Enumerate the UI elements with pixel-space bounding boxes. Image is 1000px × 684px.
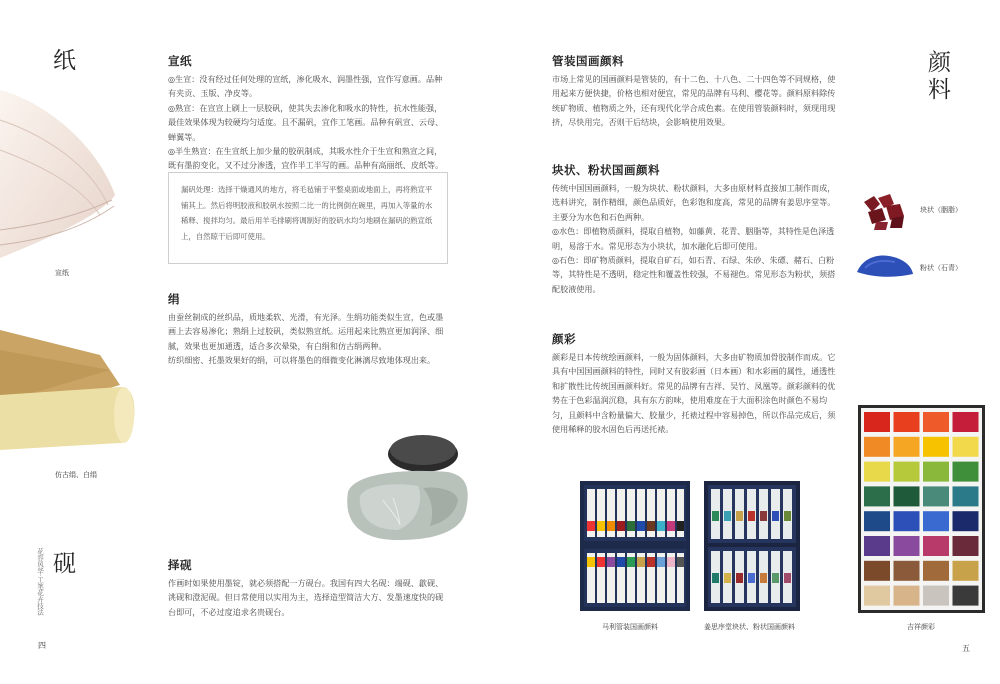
palette-cell [894,511,920,531]
big-char-paper: 纸 [53,48,76,74]
palette-cell [923,437,949,457]
side-label: 花容风华·工笔花卉技法 [36,548,44,616]
big-char-paint: 颜料 [924,50,950,104]
xuan-para-3: ◎半生熟宣：在生宣纸上加少量的胶矾制成，其吸水性介于生宣和熟宣之间，既有墨韵变化，又不过分渗透，宜作半工半写的画。品种有高丽纸、皮纸等。 [168,146,444,171]
kissho-palette-image [858,405,985,613]
gan-para: 颜彩是日本传统绘画颜料，一般为固体颜料，大多由矿物质加骨胶制作而成。它具有中国国画颜料的特性，同时又有胶彩画（日本画）和水彩画的属性，通透性和扩散性比传统国画颜料好。常见的品牌有吉祥、吴竹、凤凰等。颜彩颜料的优势在于色彩温润沉稳，具有东方韵味，使用难度在于大面积涂色时颜色不易均匀，且颜料中含粉量偏大、胶量少，托裱过程中容易掉色，所以作品完成后，须使用稀释的胶水固色后再送托裱。 [552,352,836,435]
note-text: 漏矾处理：选择干燥通风的地方，将毛毡铺于平整桌面或地面上，再将熟宣平铺其上。然后将明胶液和胶矾水按照二比一的比例倒在碗里，再加入等量的水稀释、搅拌均匀。最后用羊毛排刷将调制好的胶矾水均匀地刷在漏矾的熟宣纸上，自然晾干后即可使用。 [181,185,433,241]
caption-jiang: 姜思序堂块状、粉状国画颜料 [704,623,795,631]
block-title: 块状、粉状国画颜料 [552,163,660,177]
palette-cell [864,561,890,581]
palette-cell [953,486,979,506]
caption-xuan: 宣纸 [55,269,69,277]
palette-cell [953,511,979,531]
palette-cell [894,586,920,606]
caption-block: 块状（胭脂） [920,206,962,214]
palette-cell [864,586,890,606]
caption-powder: 粉状（石青） [920,264,962,272]
palette-cell [894,536,920,556]
page-number-left: 四 [38,641,46,650]
big-char-inkstone: 砚 [53,551,76,577]
block-para-3: ◎石色：即矿物质颜料，提取自矿石，如石青、石绿、朱砂、朱磦、赭石、白粉等，其特性是不透明，稳定性和覆盖性较强，不易褪色。常见形态为粉状，须搭配胶液使用。 [552,255,836,294]
palette-cell [923,511,949,531]
xuan-para-1: ◎生宣：没有经过任何处理的宣纸，渗化吸水、润墨性强，宜作写意画。品种有夹贡、玉版、净皮等。 [168,74,443,99]
palette-cell [953,462,979,482]
inkstone-para: 作画时如果使用墨锭，就必须搭配一方砚台。我国有四大名砚：端砚、歙砚、洮砚和澄泥砚。但日常使用以实用为主，选择造型简洁大方、发墨速度快的砚台即可，不必过度追求名贵砚台。 [168,578,444,617]
silk-image [0,325,140,460]
palette-cell [864,486,890,506]
palette-cell [894,462,920,482]
xuan-para-2: ◎熟宣：在宣宣上刷上一层胶矾，使其失去渗化和吸水的特性，抗水性能强，最佳效果体现为较硬均匀适度。且不漏矾，宜作工笔画。品种有矾宣、云母、蝉翼等。 [168,102,444,142]
palette-cell [953,437,979,457]
xuan-title: 宣纸 [168,54,192,68]
palette-cell [864,536,890,556]
palette-cell [923,462,949,482]
block-para-2: ◎水色：即植物质颜料，提取自植物，如藤黄、花青、胭脂等，其特性是色泽透明，易溶于水。常见形态为小块状，加水融化后即可使用。 [552,226,835,251]
palette-cell [894,486,920,506]
caption-marie: 马利管装国画颜料 [602,623,658,631]
palette-cell [864,462,890,482]
caption-kissho: 吉祥颜彩 [907,623,935,631]
page-number-right: 五 [962,644,970,653]
palette-cell [953,561,979,581]
rouge-block-image [858,192,913,232]
caption-silk: 仿古绢、白绢 [55,471,97,479]
palette-cell [953,412,979,432]
inkstone-title: 择砚 [168,558,192,572]
silk-title: 绢 [168,292,180,306]
palette-cell [864,511,890,531]
palette-cell [953,586,979,606]
palette-cell [923,586,949,606]
palette-cell [923,412,949,432]
palette-cell [894,561,920,581]
palette-cell [953,536,979,556]
palette-cell [864,412,890,432]
xuan-paper-image [0,80,125,270]
palette-cell [894,437,920,457]
palette-cell [923,561,949,581]
palette-cell [864,437,890,457]
gan-title: 颜彩 [552,332,576,346]
silk-para-1: 由蚕丝制成的丝织品，质地柔软、光滑，有光泽。生绢功能类似生宣，色或墨画上去容易渗化；熟绢上过胶矾，类似熟宣纸。运用起来比熟宣更加润泽、细腻，效果也更加通透，适合多次晕染，有白绢和仿古绢两种。 [168,312,444,351]
block-para-1: 传统中国国画颜料，一般为块状、粉状颜料，大多由原材料直接加工制作而成，选料讲究，制作精细，颜色品质好，色彩饱和度高，常见的品牌有姜思序堂等。主要分为水色和石色两种。 [552,183,836,222]
jiang-box-image [704,481,800,611]
marie-tube-box-image [580,481,690,611]
note-box [168,172,448,264]
tube-para: 市场上常见的国画颜料是管装的，有十二色、十八色、二十四色等不同规格，使用起来方便快捷，价格也相对便宜，常见的品牌有马利、樱花等。颜料原料除传统矿物质、植物质之外，还有现代化学合成色素。在使用管装颜料时，须现用现挤，尽快用完，否则干后结块，会影响使用效果。 [552,74,836,128]
palette-cell [923,536,949,556]
tube-title: 管装国画颜料 [552,54,624,68]
silk-para-2: 纺织细密、托墨效果好的绢，可以将墨色的细微变化淋漓尽致地体现出来。 [168,355,436,366]
azurite-powder-image [855,250,915,280]
palette-cell [894,412,920,432]
palette-cell [923,486,949,506]
inkstone-image [338,430,478,550]
